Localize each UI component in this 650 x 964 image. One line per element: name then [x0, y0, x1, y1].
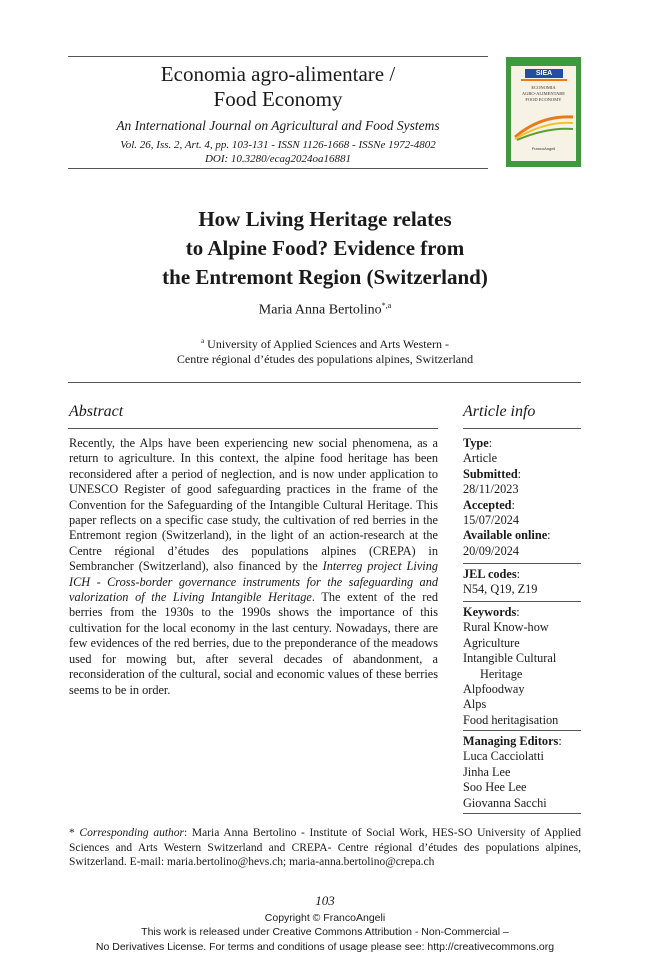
article-info-heading: Article info — [463, 403, 536, 420]
footnote-label: Corresponding author — [79, 827, 184, 839]
paper-title-line3: the Entremont Region (Switzerland) — [162, 265, 488, 289]
keyword-item: Heritage — [480, 666, 523, 681]
cover-title-line3: FOOD ECONOMY — [525, 97, 562, 102]
doi-line: DOI: 10.3280/ecag2024oa16881 — [204, 153, 352, 165]
editor-item: Jinha Lee — [463, 764, 511, 779]
cover-title-line2: AGRO-ALIMENTARE — [521, 91, 566, 96]
article-info-dates: Type: Article Submitted: 28/11/2023 Accepted: 15/07/2024 Available online: 20/09/2024 — [463, 436, 581, 559]
abstract-text-part2: . The extent of the red berries from the 1930s to the 1990s shows the importance of this cultivation for the local economy in the last century. Nowadays, there are few evidences of the red berries, due to the preponderance of the meadows used for mowing but, after several decades of abandonment, a reconsideration of the cultural, social and economic values of these berries seems to be in order. — [69, 590, 438, 697]
jel-value: N54, Q19, Z19 — [463, 582, 538, 597]
editor-item: Giovanna Sacchi — [463, 795, 547, 810]
keyword-item: Alps — [463, 697, 487, 712]
affiliation — [100, 334, 550, 367]
keyword-item: Rural Know-how — [463, 620, 549, 635]
editor-item: Luca Cacciolatti — [463, 749, 544, 764]
submitted-label: Submitted — [463, 466, 518, 481]
submitted-value: 28/11/2023 — [463, 482, 519, 497]
journal-issue-info — [68, 138, 488, 166]
info-bottom-rule — [463, 813, 581, 814]
jel-label: JEL codes — [463, 567, 517, 581]
title-bottom-rule — [68, 382, 581, 383]
author-name: Maria Anna Bertolino — [258, 302, 382, 318]
author-line — [100, 301, 550, 319]
footnote-text: : Maria Anna Bertolino - Institute of Social Work, HES-SO University of Applied Sciences and Arts Western Switzerland and CREPA- Centre régional d’études des populations alpines, Switzerland. E-mail: maria.bertolino@hevs.ch; maria-anna.bertolino@crepa.ch — [69, 827, 581, 868]
abstract-text-part1: Recently, the Alps have been experiencing new social phenomena, as a return to agriculture. In this context, the alpine food heritage has been reconsidered after a period of neglection, and is now under application to UNESCO Register of good safeguarding practices in the frame of the Convention for the Safeguarding of the Intangible Cultural Heritage. This paper reflects on a specific case study, the cultivation of red berries in the Entremont region (Switzerland), in the light of an action-research at the Centre régional d’études des populations alpines (CREPA) in Sembrancher (Switzerland), also financed by the — [69, 436, 438, 574]
available-online-label: Available online — [463, 528, 548, 543]
keyword-item: Food heritagisation — [463, 712, 559, 727]
license-line1: This work is released under Creative Commons Attribution - Non-Commercial – — [141, 926, 509, 938]
corresponding-author-footnote — [69, 826, 581, 870]
paper-title — [100, 205, 550, 292]
page-number: 103 — [315, 893, 335, 908]
editors-label: Managing Editors — [463, 734, 559, 748]
issue-line: Vol. 26, Iss. 2, Art. 4, pp. 103-131 - ISSN 1126-1668 - ISSNe 1972-4802 — [120, 139, 436, 151]
journal-title — [68, 62, 488, 112]
keyword-item: Intangible Cultural — [463, 651, 557, 666]
affiliation-line1: University of Applied Sciences and Arts Western - — [207, 337, 449, 351]
cover-publisher: FrancoAngeli — [531, 146, 556, 151]
journal-subtitle: An International Journal on Agricultural and Food Systems — [116, 118, 440, 133]
cover-logo: SIEA — [525, 69, 563, 78]
license-line2: No Derivatives License. For terms and conditions of usage please see: http://creativecommons.org — [95, 941, 555, 953]
accepted-label: Accepted — [463, 497, 512, 512]
dates-bottom-rule — [463, 563, 581, 564]
available-online-value: 20/09/2024 — [463, 543, 520, 558]
journal-cover-image — [506, 57, 581, 167]
cover-title — [511, 85, 576, 103]
editor-item: Soo Hee Lee — [463, 780, 527, 795]
abstract-heading-rule — [68, 428, 438, 429]
article-info-keywords: Keywords: Rural Know-how Agriculture Intangible Cultural Heritage Alpfoodway Alps Food heritagisation — [463, 605, 581, 728]
abstract-project-name: Interreg project Living ICH - Cross-border governance instruments for the safeguarding and valorization of the Living Intangible Heritage — [69, 559, 438, 605]
abstract-heading: Abstract — [69, 403, 124, 420]
cover-title-line1: ECONOMIA — [531, 85, 556, 90]
header-bottom-rule — [68, 168, 488, 169]
paper-title-line2: to Alpine Food? Evidence from — [185, 236, 465, 260]
jel-bottom-rule — [463, 601, 581, 602]
cover-page — [511, 66, 576, 161]
article-info-heading-rule — [463, 428, 581, 429]
type-label: Type — [463, 436, 489, 450]
keyword-item: Alpfoodway — [463, 682, 525, 697]
affiliation-mark: a — [201, 337, 205, 345]
keyword-item: Agriculture — [463, 635, 520, 650]
journal-title-line2: Food Economy — [213, 87, 343, 111]
keywords-label: Keywords — [463, 605, 517, 619]
footnote-mark: * — [69, 827, 75, 839]
paper-title-line1: How Living Heritage relates — [198, 207, 452, 231]
cover-logo-bar — [521, 79, 567, 81]
accepted-value: 15/07/2024 — [463, 513, 520, 528]
cover-swoosh-graphic — [511, 111, 576, 141]
header-top-rule — [68, 56, 488, 57]
article-info-jel: JEL codes: N54, Q19, Z19 — [463, 567, 581, 598]
abstract-text — [69, 436, 438, 698]
article-info-editors: Managing Editors: Luca Cacciolatti Jinha Lee Soo Hee Lee Giovanna Sacchi — [463, 734, 581, 811]
type-value: Article — [463, 451, 498, 466]
keywords-bottom-rule — [463, 730, 581, 731]
author-marks: *,a — [381, 301, 392, 310]
journal-title-line1: Economia agro-alimentare / — [160, 62, 396, 86]
copyright-line: Copyright © FrancoAngeli — [264, 912, 386, 924]
affiliation-line2: Centre régional d’études des populations alpines, Switzerland — [176, 352, 474, 366]
